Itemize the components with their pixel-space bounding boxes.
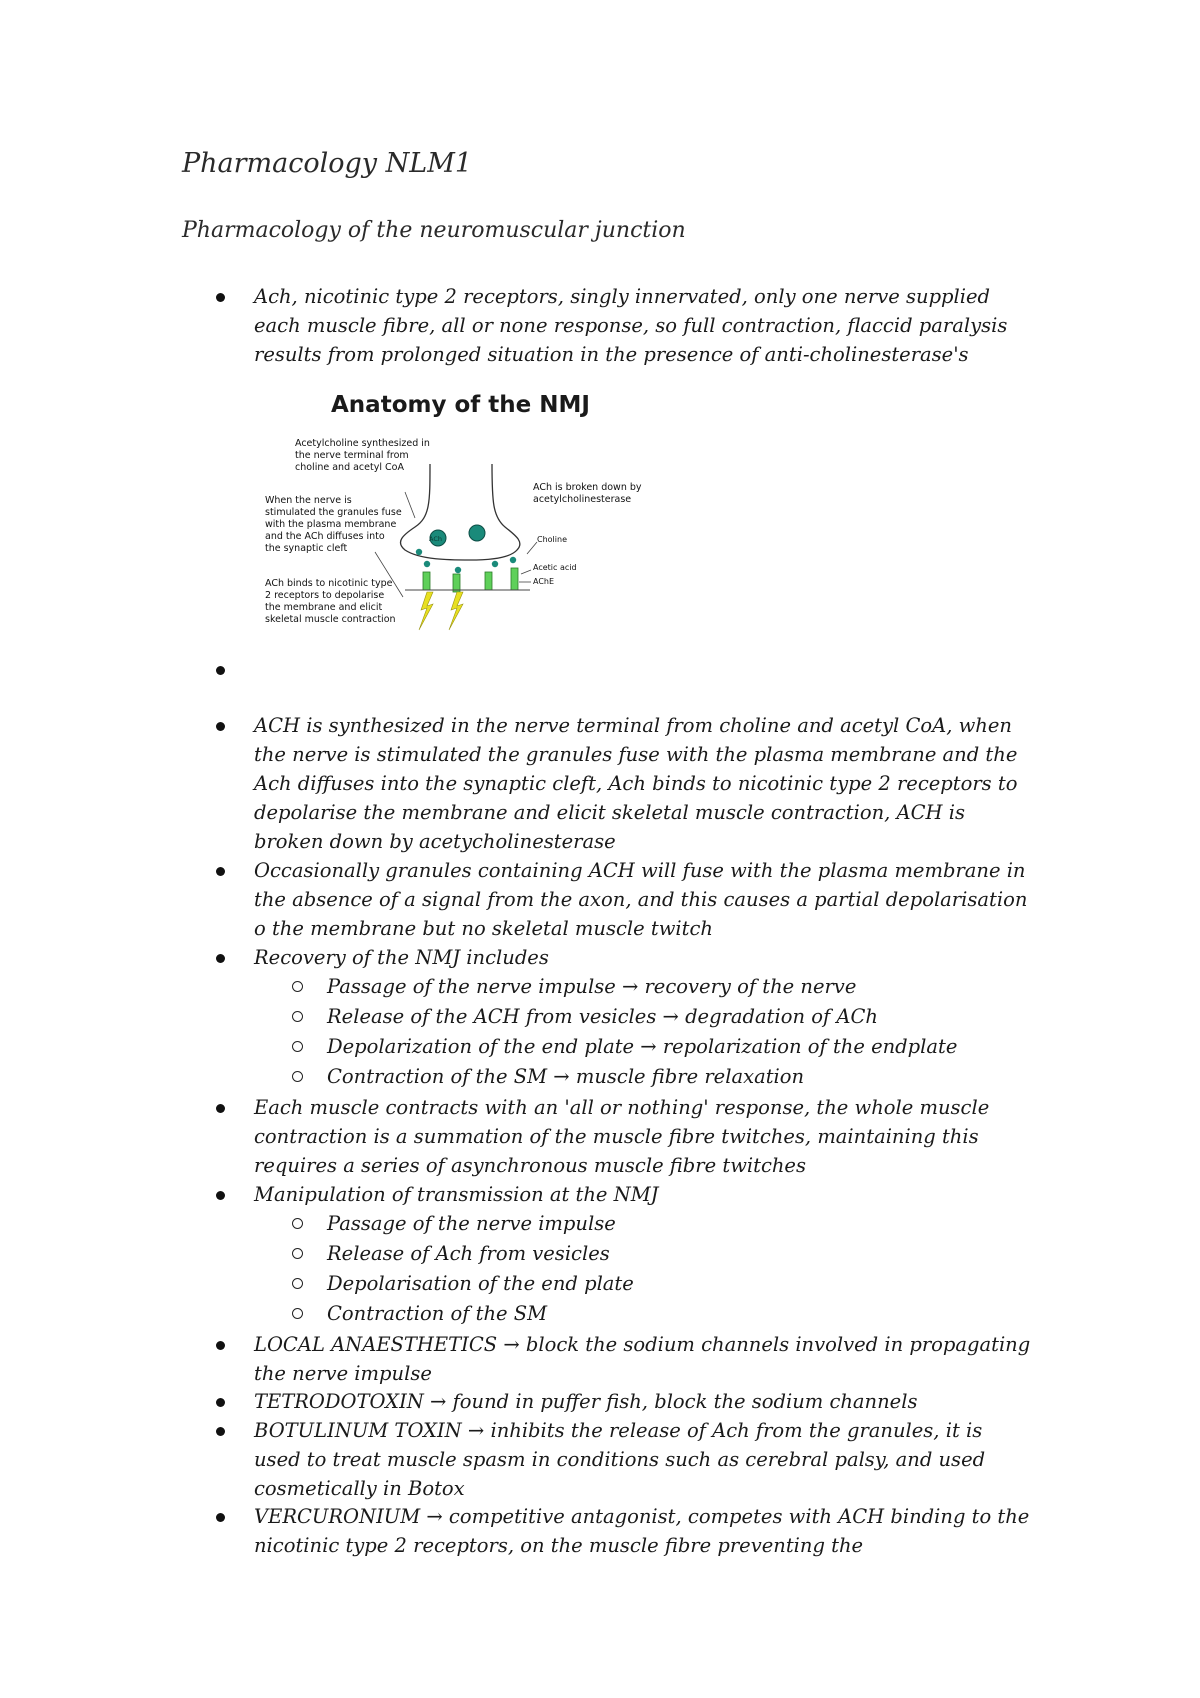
list-item-text: Ach, nicotinic type 2 receptors, singly innervated, only one nerve supplied each muscle fibre, all or none response, so full contraction, flaccid paralysis results from prolonged situation in the presence of anti-cholinesterase's (254, 285, 1008, 366)
sub-bullet-ring (292, 1011, 303, 1022)
sub-bullet-ring (292, 1278, 303, 1289)
label-choline: Choline (537, 535, 567, 544)
sub-list-item-text: Passage of the nerve impulse (327, 1212, 616, 1235)
bullet-dot (216, 1427, 225, 1436)
document-title: Pharmacology NLM1 (182, 148, 473, 179)
label-nerve-stimulated: When the nerve is stimulated the granules fuse with the plasma membrane and the ACh diffuses into the synaptic cleft (265, 495, 402, 554)
pointer-line (521, 570, 531, 574)
sub-bullet-ring (292, 1041, 303, 1052)
document-subtitle: Pharmacology of the neuromuscular junction (182, 218, 686, 243)
sub-list-item-text: Contraction of the SM (327, 1302, 548, 1325)
sub-bullet-ring (292, 981, 303, 992)
sub-bullet-ring (292, 1308, 303, 1319)
bullet-dot (216, 1398, 225, 1407)
bullet-dot (216, 1104, 225, 1113)
label-ach-binds: ACh binds to nicotinic type 2 receptors to depolarise the membrane and elicit skeletal muscle contraction (265, 578, 396, 625)
ach-molecule (510, 557, 516, 563)
ach-molecule (492, 561, 498, 567)
nerve-terminal-outline (400, 464, 519, 560)
pointer-line (405, 492, 415, 518)
sub-bullet-ring (292, 1218, 303, 1229)
nicotinic-receptor (511, 568, 518, 590)
bullet-dot (216, 1191, 225, 1200)
list-item-text: Occasionally granules containing ACH will fuse with the plasma membrane in the absence of a signal from the axon, and this causes a partial depolarisation o the membrane but no skeletal muscle twitch (254, 859, 1028, 940)
nicotinic-receptor (453, 574, 460, 592)
pointer-line (527, 542, 537, 554)
bullet-dot (216, 954, 225, 963)
list-item-text: TETRODOTOXIN → found in puffer fish, block the sodium channels (254, 1390, 918, 1413)
sub-list-item-text: Release of the ACH from vesicles → degradation of ACh (327, 1005, 878, 1028)
ach-molecule (416, 549, 422, 555)
list-item-text: BOTULINUM TOXIN → inhibits the release of Ach from the granules, it is used to treat muscle spasm in conditions such as cerebral palsy, and used cosmetically in Botox (254, 1419, 986, 1500)
figure-title: Anatomy of the NMJ (331, 392, 590, 418)
ach-molecule (455, 567, 461, 573)
label-vesicle: ACh (429, 535, 442, 543)
sub-list-item-text: Passage of the nerve impulse → recovery of the nerve (327, 975, 857, 998)
list-item-text: Recovery of the NMJ includes (254, 946, 549, 969)
sub-list-item-text: Release of Ach from vesicles (327, 1242, 610, 1265)
list-item-text: VERCURONIUM → competitive antagonist, competes with ACH binding to the nicotinic type 2 receptors, on the muscle fibre preventing the (254, 1505, 1030, 1557)
list-item-text: LOCAL ANAESTHETICS → block the sodium channels involved in propagating the nerve impulse (254, 1333, 1031, 1385)
nicotinic-receptor (485, 572, 492, 590)
sub-bullet-ring (292, 1071, 303, 1082)
label-acetic-acid: Acetic acid (533, 563, 577, 572)
lightning-icon (449, 592, 463, 630)
nicotinic-receptor (423, 572, 430, 590)
bullet-dot (216, 867, 225, 876)
list-item-text: Manipulation of transmission at the NMJ (254, 1183, 659, 1206)
lightning-icon (419, 592, 433, 630)
nmj-anatomy-figure (255, 392, 675, 657)
list-item-text: ACH is synthesized in the nerve terminal from choline and acetyl CoA, when the nerve is stimulated the granules fuse with the plasma membrane and the Ach diffuses into the synaptic cleft, Ach binds to nicotinic type 2 receptors to depolarise the membrane and elicit skeletal muscle contraction, ACH is broken down by acetycholinesterase (254, 714, 1018, 853)
list-item-text: Each muscle contracts with an 'all or nothing' response, the whole muscle contraction is a summation of the muscle fibre twitches, maintaining this requires a series of asynchronous muscle fibre twitches (254, 1096, 990, 1177)
label-ach-synthesis: Acetylcholine synthesized in the nerve terminal from choline and acetyl CoA (295, 438, 430, 473)
label-ach-broken-down: ACh is broken down by acetylcholinesterase (533, 482, 642, 505)
sub-list-item-text: Contraction of the SM → muscle fibre relaxation (327, 1065, 805, 1088)
ach-molecule (424, 561, 430, 567)
sub-list-item-text: Depolarisation of the end plate (327, 1272, 634, 1295)
bullet-dot (216, 666, 225, 675)
sub-bullet-ring (292, 1248, 303, 1259)
sub-list-item-text: Depolarization of the end plate → repolarization of the endplate (327, 1035, 958, 1058)
bullet-dot (216, 293, 225, 302)
label-ache: AChE (533, 577, 555, 586)
ach-vesicle (469, 525, 485, 541)
bullet-dot (216, 722, 225, 731)
bullet-dot (216, 1513, 225, 1522)
bullet-dot (216, 1341, 225, 1350)
